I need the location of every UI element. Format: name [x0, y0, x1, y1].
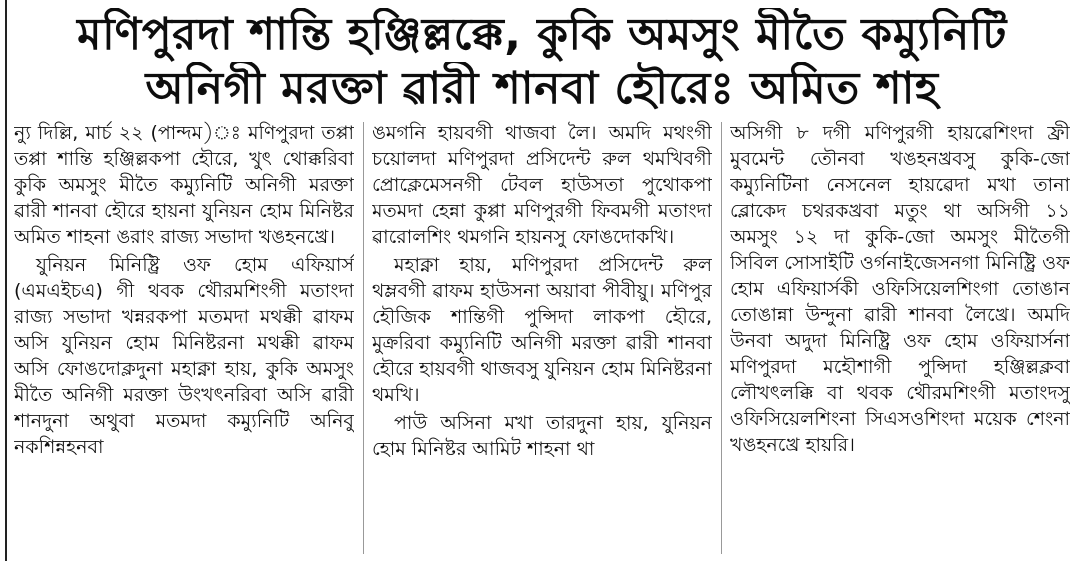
- article-column-3: [730, 120, 1070, 556]
- paragraph: পাউ অসিনা মখা তারদুনা হায়, যুনিয়ন হোম মিনিষ্টর আমিট শাহনা থা: [372, 412, 712, 460]
- paragraph: ন্যু দিল্লি, মার্চ ২২ (পান্দম)ঃ মণিপুরদা তপ্পা তপ্পা শান্তি হঞ্জিল্লকপা হৌরে, খুৎ থোক্করিবা কুকি অমসুং মীতৈ কম্যুনিটি অনিগী মরক্তা ৱারী শানবা হৌরে হায়না যুনিয়ন হোম মিনিষ্টর অমিত শাহনা ঙরাং রাজ্য সভাদা খঙহনখ্রে।: [14, 122, 354, 248]
- article-body: [14, 120, 1070, 556]
- headline-line-1: মণিপুরদা শান্তি হঞ্জিল্লক্কে, কুকি অমসুং মীতৈ কম্যুনিটি: [77, 9, 1007, 60]
- paragraph: মহাক্না হায়, মণিপুরদা প্রসিদেন্ট রুল থম্লবগী ৱাফম হাউসনা অয়াবা পীবীয়ু। মণিপুর হৌজিক শান্তিগী পুন্সিদা লাকপা হৌরে, মুক্ররিবা কম্যুনিটি অনিগী মরক্তা ৱারী শানবা হৌরে হায়বগী থাজবসু যুনিয়ন হোম মিনিষ্টরনা থমখি।: [372, 254, 712, 406]
- article-column-1: [14, 120, 354, 556]
- paragraph: ঙমগনি হায়বগী থাজবা লৈ। অমদি মথংগী চয়োলদা মণিপুরদা প্রসিদেন্ট রুল থমখিবগী প্রোক্লেমেসনগী টেবল হাউসতা পুথোকপা মতমদা হেন্না কুপ্পা মণিপুরগী ফিবমগী মতাংদা ৱারোলশিং থমগনি হায়নসু ফোঙদোকখি।: [372, 122, 712, 248]
- headline-line-2: অনিগী মরক্তা ৱারী শানবা হৌরেঃ অমিত শাহ: [145, 63, 939, 114]
- headline: [14, 8, 1070, 116]
- article-column-2: [372, 120, 712, 556]
- paragraph: যুনিয়ন মিনিষ্ট্রি ওফ হোম এফিয়ার্স (এমএইচএ) গী থবক থৌরমশিংগী মতাংদা রাজ্য সভাদা খন্নরকপা মতমদা মথক্কী ৱাফম অসি যুনিয়ন হোম মিনিষ্টরনা মথক্কী ৱাফম অসি ফোঙদোক্লদুনা মহাক্না হায়, কুকি অমসুং মীতৈ অনিগী মরক্তা উংখৎনরিবা অসি ৱারী শানদুনা অথুবা মতমদা কম্যুনিটি অনিবু নকশিন্নহনবা: [14, 254, 354, 458]
- paragraph: অসিগী ৮ দগী মণিপুরগী হায়ৱেশিংদা ফ্রী মুবমেন্ট তৌনবা খঙহনখ্রবসু কুকি-জো কম্যুনিটিনা নেসনেল হায়ৱেদা মখা তানা ব্লোকেদ চথরকখ্রবা মতুং থা অসিগী ১১ অমসুং ১২ দা কুকি-জো অমসুং মীতৈগী সিবিল সোসাইটি ওর্গনাইজেসনগা মিনিষ্ট্রি ওফ হোম এফিয়ার্সকী ওফিসিয়েলশিংগা তোঙান তোঙান্না উন্দুনা ৱারী শানবা লৈখ্রে। অমদি উনবা অদুদা মিনিষ্ট্রি ওফ হোম ওফিয়ার্সনা মণিপুরদা মহৌশাগী পুন্সিদা হঞ্জিল্লক্লবা লৌখৎলক্কি বা থবক থৌরমশিংগী মতাংদসু ওফিসিয়েলশিংনা সিএসওশিংদা ময়েক শেংনা খঙহনখ্রে হায়রি।: [730, 122, 1070, 456]
- left-border-rule: [5, 0, 7, 561]
